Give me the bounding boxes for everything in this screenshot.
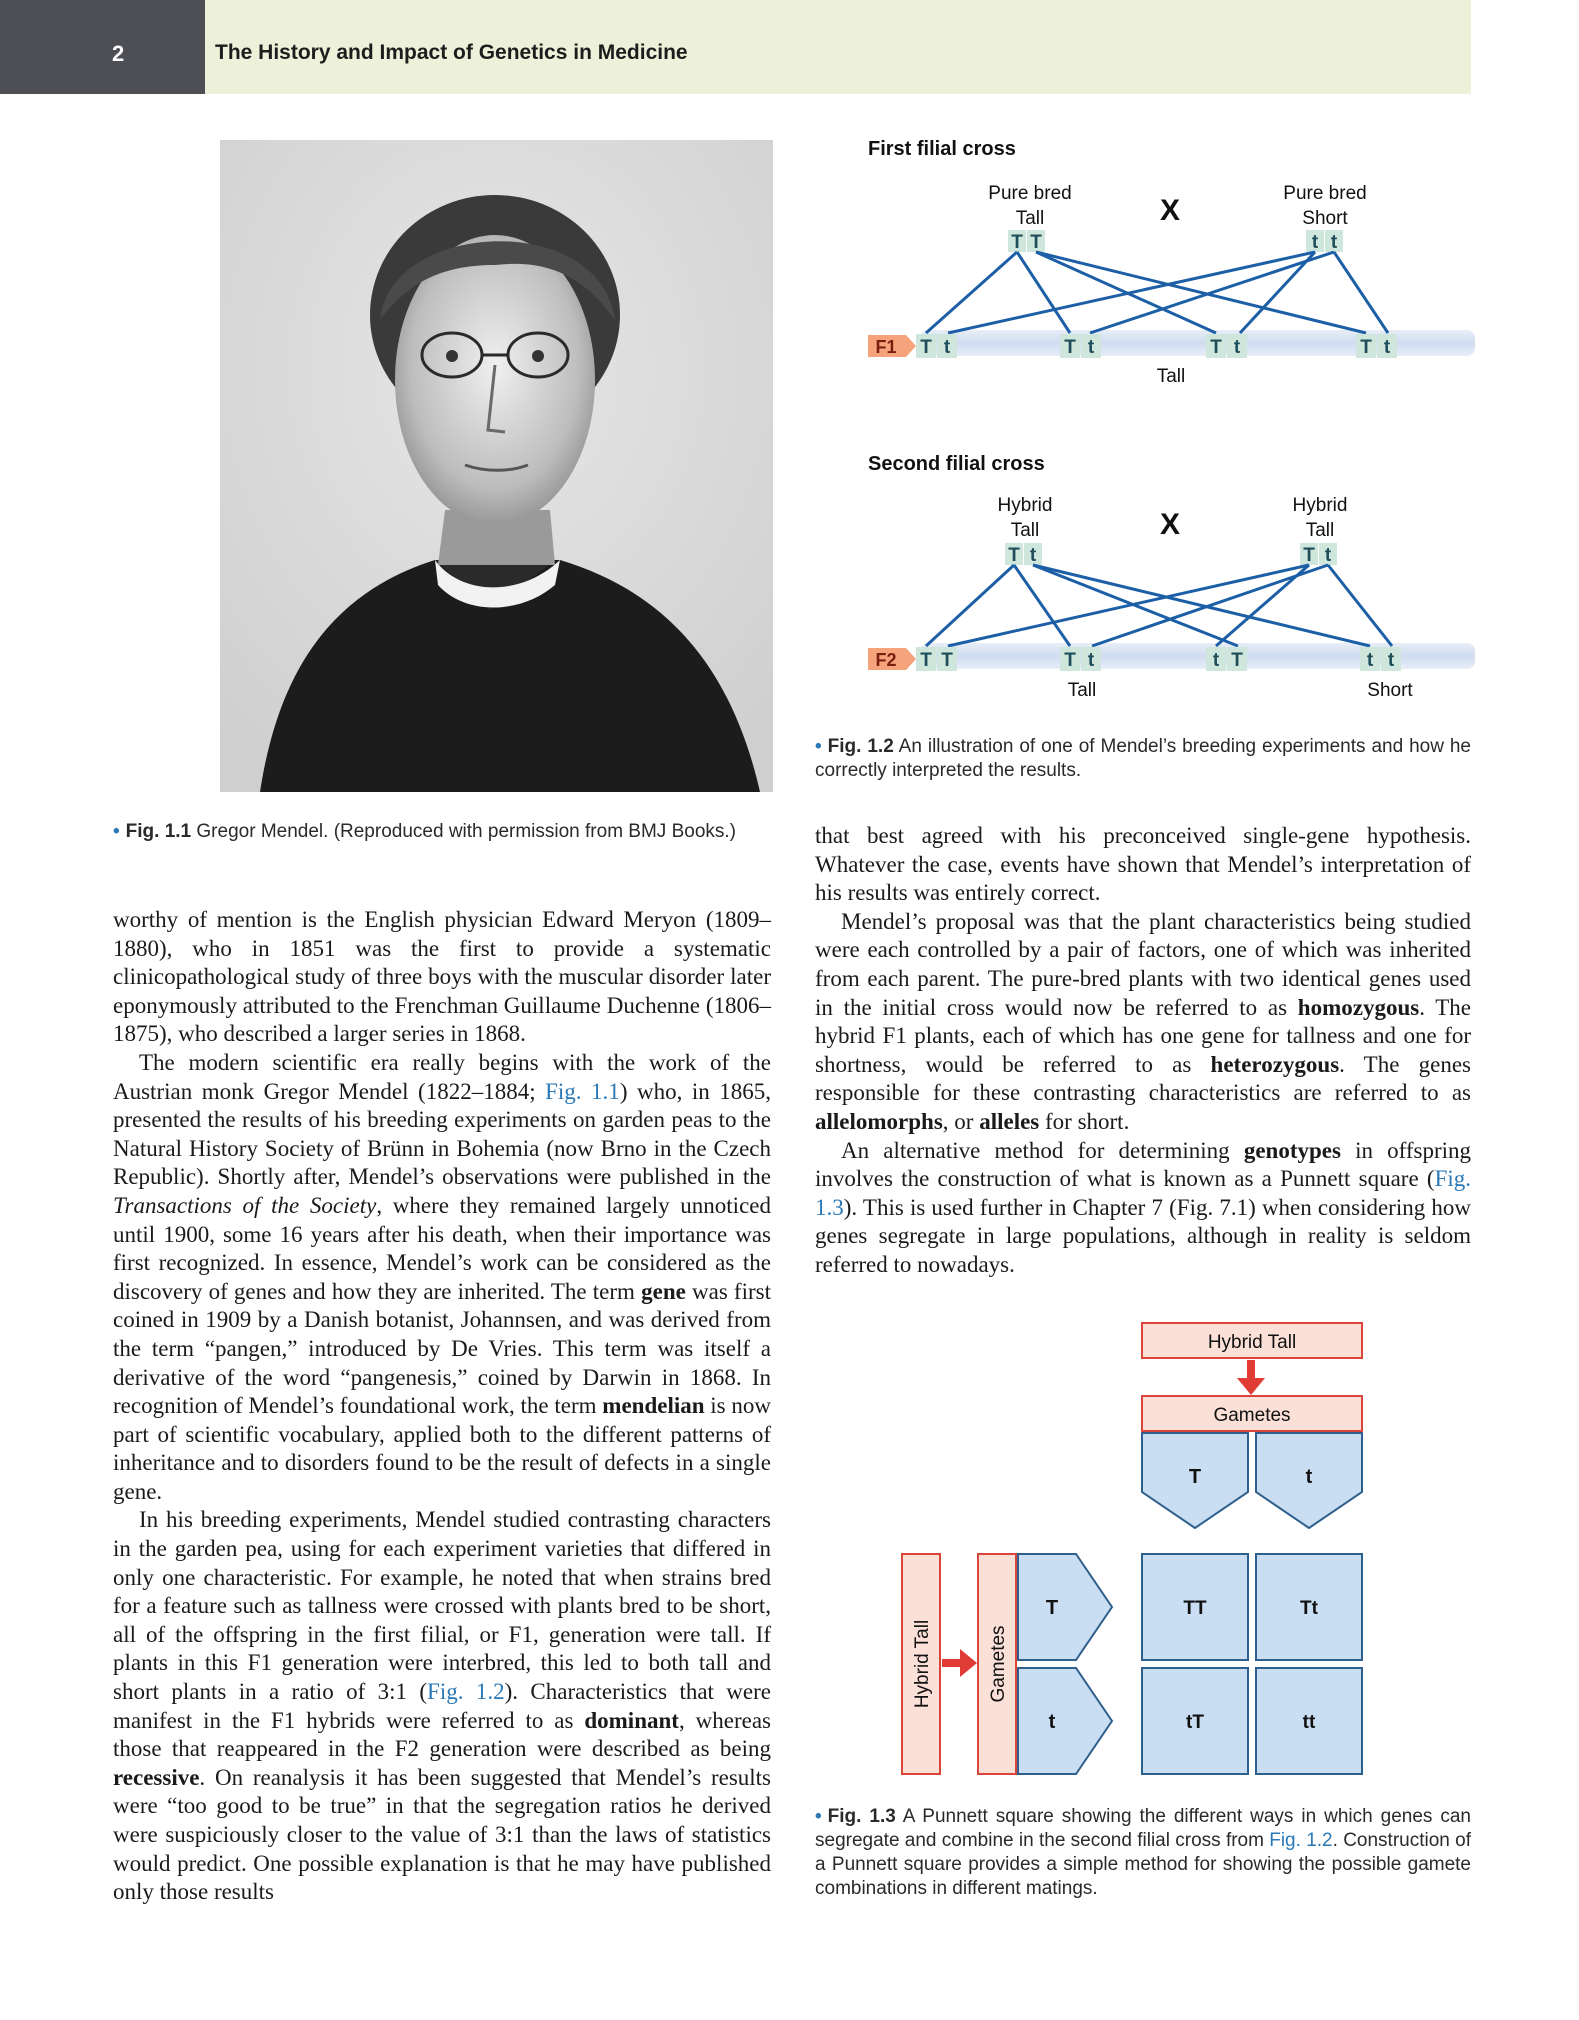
fig-1-1-text: Gregor Mendel. (Reproduced with permission from BMJ Books.) [196,821,736,842]
f1-phenotype-label: Tall [1156,366,1186,387]
side-gametes-label: Gametes [988,1625,1009,1703]
second-cross-title: Second filial cross [868,453,1045,475]
cross-lines [926,565,1392,646]
svg-text:T: T [1064,650,1076,671]
gene-allele: T [1011,232,1023,253]
top-allele-label: t [1305,1466,1313,1488]
gene-allele: t [1311,232,1319,253]
term-bold: gene [641,1278,686,1304]
fig-1-2-label: Fig. 1.2 [827,736,894,757]
svg-text:T: T [1231,650,1243,671]
fig-1-1-caption [113,820,771,844]
right-column-text [815,822,1471,1280]
paragraph: An alternative method for determining genotypes in offspring involves the construction of what is known as a Punnett square (Fig. 1.3). This is used further in Chapter 7 (Fig. 7.1) when considering how genes segregate in large populations, although in reality is seldom referred to nowadays. [815,1137,1472,1277]
left-parent-line2: Tall [1010,520,1040,541]
figure-link[interactable]: Fig. 1.1 [545,1078,620,1104]
right-parent-line2: Short [1302,208,1348,229]
side-allele-label: t [1048,1711,1056,1733]
side-parent-label: Hybrid Tall [912,1619,933,1709]
cell-genotype: tT [1186,1712,1204,1733]
caption-bullet: • [815,1806,822,1827]
arrow-down-icon [1237,1360,1265,1395]
term-bold: allelomorphs [815,1108,943,1134]
cross-symbol: X [1159,508,1181,541]
svg-text:T: T [920,650,932,671]
gene-allele: t [1324,545,1332,566]
svg-text:T: T [1360,337,1372,358]
f2-tall-label: Tall [1067,680,1097,701]
paragraph: In his breeding experiments, Mendel studied contrasting characters in the garden pea, using for each experiment varieties that differed in only one characteristic. For example, he noted that when strains bred for a feature such as tallness were crossed with plants bred to be short, all of the offspring in the first filial, or F1, generation were tall. If plants in this F1 generation were interbred, this led to both tall and short plants in a ratio of 3:1 (Fig. 1.2). Characteristics that were manifest in the F1 hybrids were referred to as dominant, whereas those that reappeared in the F2 generation were described as being recessive. On reanalysis it has been suggested that Mendel’s results were “too good to be true” in that the segregation ratios he derived were suspiciously closer to the value of 3:1 than the laws of statistics would predict. One possible explanation is that he may have published only those results [113,1507,771,1905]
caption-bullet: • [815,736,822,757]
term-bold: dominant [584,1707,679,1733]
top-allele-label: T [1188,1466,1202,1488]
svg-text:t: t [1087,337,1095,358]
svg-text:t: t [1387,650,1395,671]
side-allele-label: T [1045,1597,1059,1619]
svg-text:t: t [1383,337,1391,358]
svg-text:t: t [1366,650,1374,671]
gene-allele: t [1029,545,1037,566]
fig-1-2-diagram [860,130,1480,720]
fig-1-1-label: Fig. 1.1 [125,821,192,842]
generation-label-f2: F2 [875,650,897,670]
fig-1-2-caption [815,735,1471,783]
paragraph: The modern scientific era really begins with the work of the Austrian monk Gregor Mendel (1822–1884; Fig. 1.1) who, in 1865, presented the results of his breeding experiments on garden peas to the Natural History Society of Brünn in Bohemia (now Brno in the Czech Republic). Shortly after, Mendel’s observations were published in the Transactions of the Society, where they remained largely unnoticed until 1900, some 16 years after his death, when their importance was first recognized. In essence, Mendel’s work can be considered as the discovery of genes and how they are inherited. The term gene was first coined in 1909 by a Danish botanist, Johannsen, and was derived from the term “pangen,” introduced by De Vries. This term was itself a derivative of the word “pangenesis,” coined by Darwin in 1868. In recognition of Mendel’s foundational work, the term mendelian is now part of scientific vocabulary, applied both to the different patterns of inheritance and to disorders found to be the result of defects in a single gene. [113,1049,772,1504]
right-parent-line1: Hybrid [1292,495,1348,516]
arrow-right-icon [942,1649,977,1677]
svg-text:T: T [920,337,932,358]
left-parent-line1: Hybrid [997,495,1053,516]
svg-text:t: t [1212,650,1220,671]
term-bold: homozygous [1297,994,1420,1020]
cell-genotype: Tt [1300,1598,1318,1619]
f2-short-label: Short [1367,680,1413,701]
figure-link[interactable]: Fig. 1.3 [815,1166,1471,1220]
running-header [0,0,1471,94]
right-parent-line2: Tall [1305,520,1335,541]
cell-genotype: tt [1302,1712,1316,1733]
gene-allele: T [1008,545,1020,566]
fig-1-3-caption: • Fig. 1.3 A Punnett square showing the different ways in which genes can segregate and combine in the second filial cross from Fig. 1.2. Construction of a Punnett square provides a simple method for showing the possible gamete combinations in different matings. [815,1806,1471,1899]
cross-symbol: X [1159,194,1181,227]
svg-text:t: t [1233,337,1241,358]
fig-1-2-text: An illustration of one of Mendel’s breeding experiments and how he correctly interpreted the results. [815,736,1472,781]
left-parent-line1: Pure bred [988,183,1072,204]
svg-text:T: T [1064,337,1076,358]
left-column-text [113,906,771,1907]
svg-text:T: T [1210,337,1222,358]
left-parent-line2: Tall [1015,208,1045,229]
side-allele-shape [1018,1554,1112,1660]
term-bold: genotypes [1243,1137,1341,1163]
svg-text:t: t [1087,650,1095,671]
paragraph: worthy of mention is the English physician Edward Meryon (1809–1880), who in 1851 was the first to provide a systematic clinicopathological study of three boys with the muscular disorder later eponymously attributed to the Frenchman Guillaume Duchenne (1806–1875), who described a larger series in 1868. [113,907,771,1047]
paragraph: Mendel’s proposal was that the plant characteristics being studied were each controlled by a pair of factors, one of which was inherited from each parent. The pure-bred plants with two identical genes used in the initial cross would now be referred to as homozygous. The hybrid F1 plants, each of which has one gene for tallness and one for shortness, would be referred to as heterozygous. The genes responsible for these contrasting characteristics are referred to as allelomorphs, or alleles for short. [815,908,1472,1134]
page-number-box [0,0,205,94]
term-bold: heterozygous [1210,1051,1340,1077]
fig-1-3-label: Fig. 1.3 [827,1806,896,1827]
gene-allele: t [1330,232,1338,253]
figure-link[interactable]: Fig. 1.2 [427,1679,505,1705]
gene-allele: T [1030,232,1042,253]
term-bold: alleles [979,1108,1040,1134]
term-bold: recessive [113,1764,200,1790]
top-gametes-label: Gametes [1213,1405,1291,1426]
top-parent-label: Hybrid Tall [1207,1332,1297,1353]
side-allele-shape [1018,1668,1112,1774]
first-cross-title: First filial cross [868,138,1016,160]
fig-1-3-punnett-diagram [900,1320,1380,1780]
cross-lines [926,252,1388,333]
generation-label-f1: F1 [875,337,897,357]
cell-genotype: TT [1183,1598,1207,1619]
svg-text:t: t [943,337,951,358]
term-bold: mendelian [602,1393,705,1419]
punnett-grid [1142,1554,1362,1774]
paragraph: that best agreed with his preconceived single-gene hypothesis. Whatever the case, events have shown that Mendel’s interpretation of his results was entirely correct. [815,823,1471,906]
figure-link[interactable]: Fig. 1.2 [1269,1830,1333,1851]
right-parent-line1: Pure bred [1283,183,1367,204]
gene-allele: T [1303,545,1315,566]
mendel-portrait [220,140,773,792]
chapter-title: The History and Impact of Genetics in Medicine [215,41,688,64]
page-number: 2 [112,41,125,66]
caption-bullet: • [113,821,120,842]
svg-text:T: T [941,650,953,671]
